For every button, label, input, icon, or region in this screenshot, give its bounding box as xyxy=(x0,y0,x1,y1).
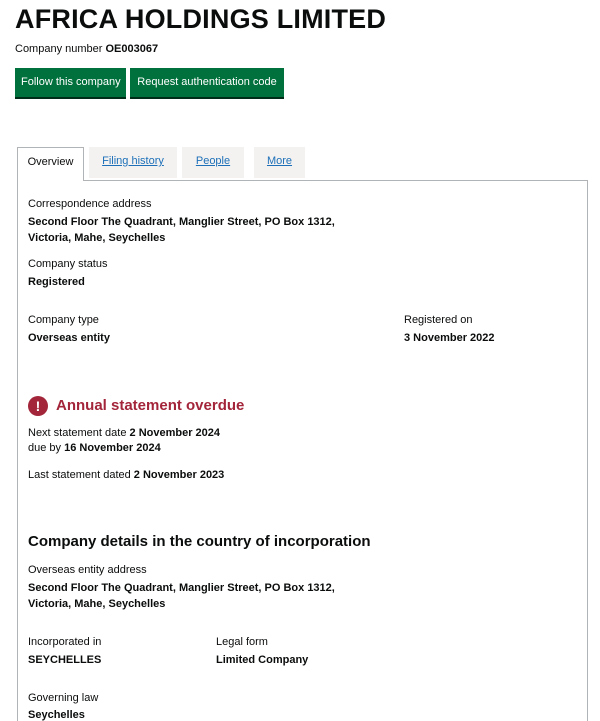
tab-overview[interactable]: Overview xyxy=(17,147,84,181)
tab-people[interactable]: People xyxy=(182,147,244,178)
company-status-label: Company status xyxy=(28,258,108,270)
company-type-value: Overseas entity xyxy=(28,332,110,344)
legal-form-value: Limited Company xyxy=(216,654,309,666)
overseas-entity-address-line2: Victoria, Mahe, Seychelles xyxy=(28,598,166,610)
request-auth-code-button[interactable]: Request authentication code xyxy=(130,68,284,97)
due-by-value: 16 November 2024 xyxy=(64,442,161,454)
overseas-entity-address-line1: Second Floor The Quadrant, Manglier Street, PO Box 1312, xyxy=(28,582,335,594)
company-number xyxy=(15,43,158,55)
follow-company-button[interactable]: Follow this company xyxy=(15,68,126,97)
incorporated-in-label: Incorporated in xyxy=(28,636,102,648)
due-by xyxy=(28,442,161,454)
next-statement-value: 2 November 2024 xyxy=(129,427,221,439)
registered-on-label: Registered on xyxy=(404,314,473,326)
correspondence-address-line1: Second Floor The Quadrant, Manglier Street, PO Box 1312, xyxy=(28,216,335,228)
company-type-label: Company type xyxy=(28,314,99,326)
legal-form-label: Legal form xyxy=(216,636,268,648)
last-statement-value: 2 November 2023 xyxy=(133,469,225,481)
due-by-label: due by xyxy=(28,442,62,454)
tab-more[interactable]: More xyxy=(254,147,305,178)
incorporation-heading: Company details in the country of incorporation xyxy=(28,533,371,550)
correspondence-address-label: Correspondence address xyxy=(28,198,152,210)
overseas-entity-address-label: Overseas entity address xyxy=(28,564,147,576)
next-statement-label: Next statement date xyxy=(28,427,127,439)
governing-law-value: Seychelles xyxy=(28,709,85,721)
warning-icon: ! xyxy=(28,396,48,416)
tab-filing-history[interactable]: Filing history xyxy=(89,147,177,178)
governing-law-label: Governing law xyxy=(28,692,99,704)
company-number-label: Company number xyxy=(15,43,103,55)
registered-on-value: 3 November 2022 xyxy=(404,332,495,344)
incorporated-in-value: SEYCHELLES xyxy=(28,654,102,666)
last-statement xyxy=(28,469,224,481)
next-statement xyxy=(28,427,220,439)
last-statement-label: Last statement dated xyxy=(28,469,131,481)
annual-statement-warning: Annual statement overdue xyxy=(56,397,245,414)
company-status-value: Registered xyxy=(28,276,85,288)
company-number-value: OE003067 xyxy=(105,43,159,55)
company-name: AFRICA HOLDINGS LIMITED xyxy=(15,4,387,34)
correspondence-address-line2: Victoria, Mahe, Seychelles xyxy=(28,232,166,244)
